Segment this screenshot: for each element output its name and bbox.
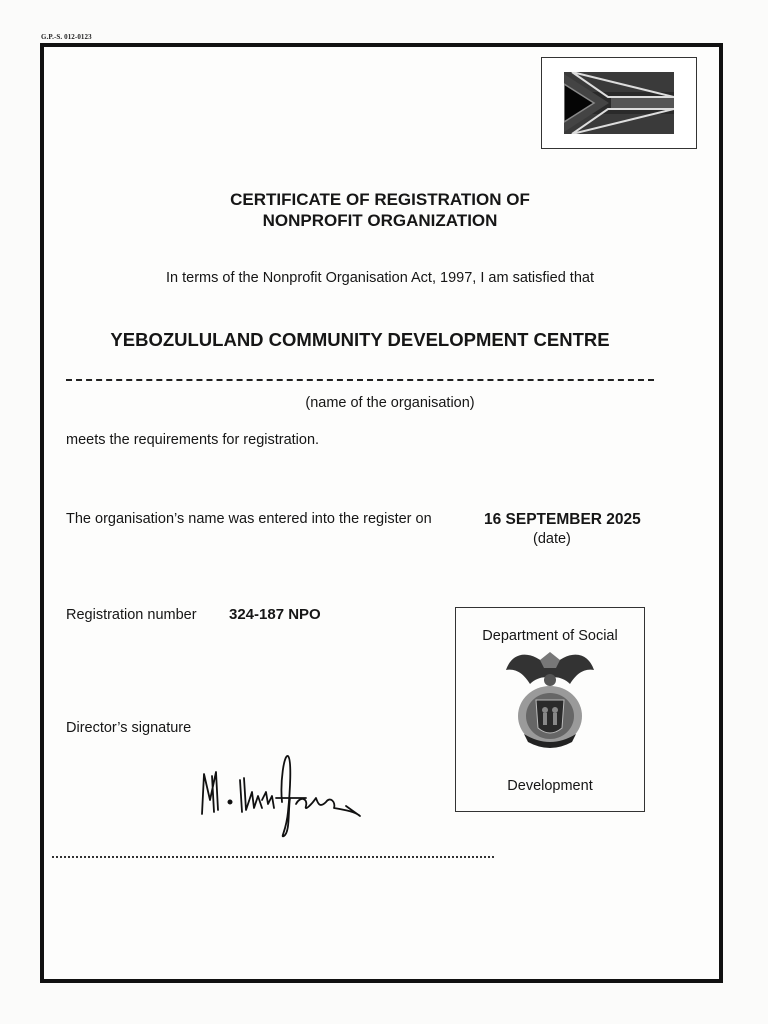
organisation-name-line — [66, 379, 654, 381]
entered-register-text: The organisation’s name was entered into the register on — [66, 511, 432, 527]
signature-line — [52, 856, 494, 858]
director-signature — [196, 752, 366, 842]
south-africa-flag-icon — [564, 72, 674, 134]
date-caption: (date) — [533, 531, 571, 547]
stamp-top-text: Department of Social — [482, 628, 618, 644]
form-code: G.P.-S. 012-0123 — [41, 33, 92, 41]
organisation-name: YEBOZULULAND COMMUNITY DEVELOPMENT CENTRE — [110, 329, 610, 350]
certificate-title — [180, 189, 580, 231]
meets-requirements-text: meets the requirements for registration. — [66, 432, 320, 448]
registration-number-label: Registration number — [66, 607, 197, 623]
stamp-bottom-text: Development — [507, 778, 593, 794]
coat-of-arms-icon — [500, 638, 600, 748]
registration-number: 324-187 NPO — [229, 606, 321, 623]
organisation-caption: (name of the organisation) — [305, 395, 475, 411]
intro-text: In terms of the Nonprofit Organisation Act, 1997, I am satisfied that — [166, 270, 594, 286]
title-line-1: CERTIFICATE OF REGISTRATION OF — [230, 190, 530, 209]
signature-label: Director’s signature — [66, 720, 192, 736]
registration-date: 16 SEPTEMBER 2025 — [484, 511, 641, 528]
department-stamp — [455, 607, 645, 812]
title-line-2: NONPROFIT ORGANIZATION — [262, 211, 498, 230]
flag-box — [541, 57, 697, 149]
